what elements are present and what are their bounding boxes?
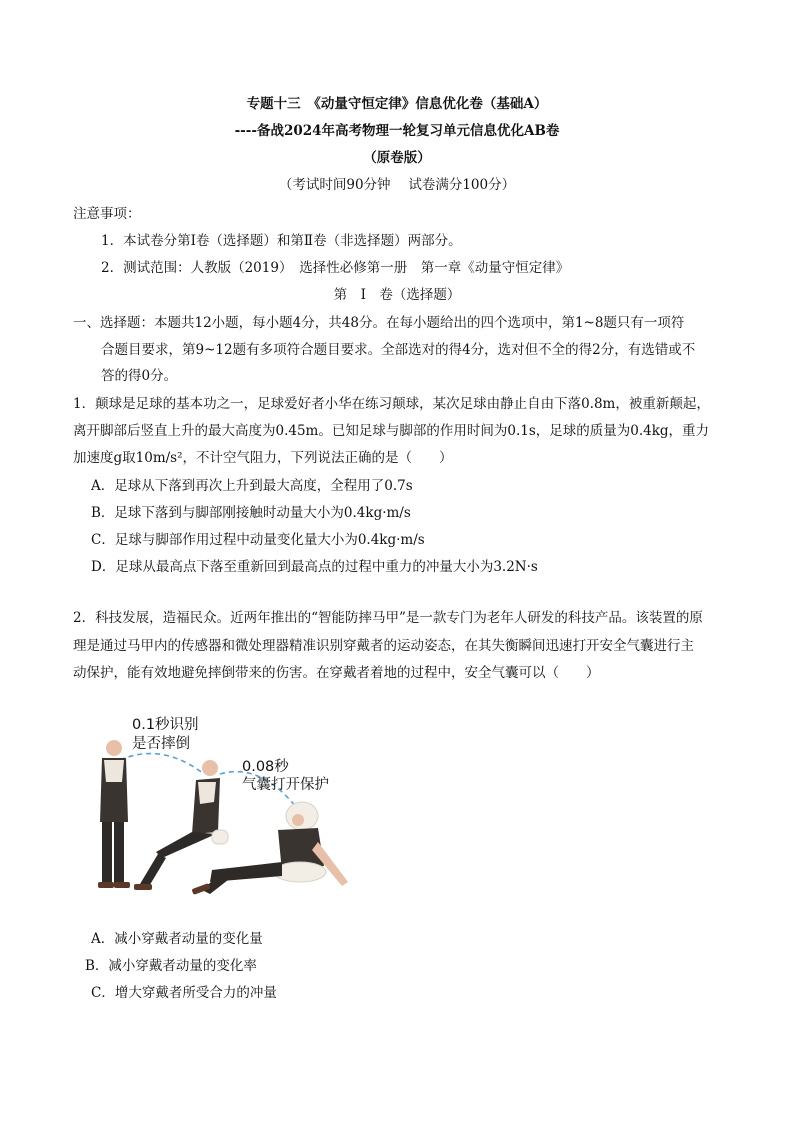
q1-stem-line-1: 1．颠球是足球的基本功之一，足球爱好者小华在练习颠球，某次足球由静止自由下落0.8m，被重新颠起， [73,396,710,412]
q2-option-c: C．增大穿戴者所受合力的冲量 [91,985,277,1001]
notes-heading: 注意事项： [73,206,141,222]
part1-instruction-line-3: 答的得0分。 [101,368,178,384]
exam-title: 专题十三 《动量守恒定律》信息优化卷（基础A） [246,96,548,112]
q1-stem-line-2: 离开脚部后竖直上升的最大高度为0.45m。已知足球与脚部的作用时间为0.1s，足球的质量为0.4kg，重力 [73,423,710,439]
figure-label-line-1: 0.1秒识别 [132,717,199,733]
exam-info: （考试时间90分钟 试卷满分100分） [278,177,516,193]
figure-label-line-2: 是否摔倒 [132,736,190,752]
note-item-2: 2．测试范围：人教版（2019） 选择性必修第一册 第一章《动量守恒定律》 [101,260,570,276]
q1-stem-line-3: 加速度g取10m/s²，不计空气阻力，下列说法正确的是（ ） [73,450,453,466]
q1-option-b: B．足球下落到与脚部刚接触时动量大小为0.4kg·m/s [91,505,411,521]
part1-instruction-line-1: 一、选择题：本题共12小题，每小题4分，共48分。在每小题给出的四个选项中，第1~8题只有一项符 [73,315,685,331]
part1-instruction-line-2: 合题目要求，第9~12题有多项符合题目要求。全部选对的得4分，选对但不全的得2分，有选错或不 [101,342,696,358]
q2-stem-line-2: 理是通过马甲内的传感器和微处理器精准识别穿戴者的运动姿态，在其失衡瞬间迅速打开安全气囊进行主 [73,638,694,654]
exam-subtitle: ----备战2024年高考物理一轮复习单元信息优化AB卷 [234,123,560,139]
note-item-1: 1．本试卷分第Ⅰ卷（选择题）和第Ⅱ卷（非选择题）两部分。 [101,233,462,249]
part1-title: 第 Ⅰ 卷（选择题） [333,287,461,303]
q2-stem-line-3: 动保护，能有效地避免摔倒带来的伤害。在穿戴者着地的过程中，安全气囊可以（ ） [73,665,600,681]
trajectory-arc-1 [120,754,204,774]
q2-stem-line-1: 2．科技发展，造福民众。近两年推出的“智能防摔马甲”是一款专门为老年人研发的科技产品。该装置的原 [73,610,703,626]
q1-option-d: D．足球从最高点下落至重新回到最高点的过程中重力的冲量大小为3.2N·s [91,559,538,575]
figure-label-line-3: 0.08秒 [242,759,289,775]
q2-option-a: A．减小穿戴者动量的变化量 [91,931,263,947]
q1-option-c: C．足球与脚部作用过程中动量变化量大小为0.4kg·m/s [91,532,425,548]
fall-airbag-illustration [92,712,362,912]
figure-label-line-4: 气囊打开保护 [242,777,329,793]
edition-label: （原卷版） [363,150,431,166]
q1-option-a: A．足球从下落到再次上升到最大高度，全程用了0.7s [91,478,413,494]
standing-person-figure [98,740,130,888]
q2-option-b: B．减小穿戴者动量的变化率 [85,958,257,974]
